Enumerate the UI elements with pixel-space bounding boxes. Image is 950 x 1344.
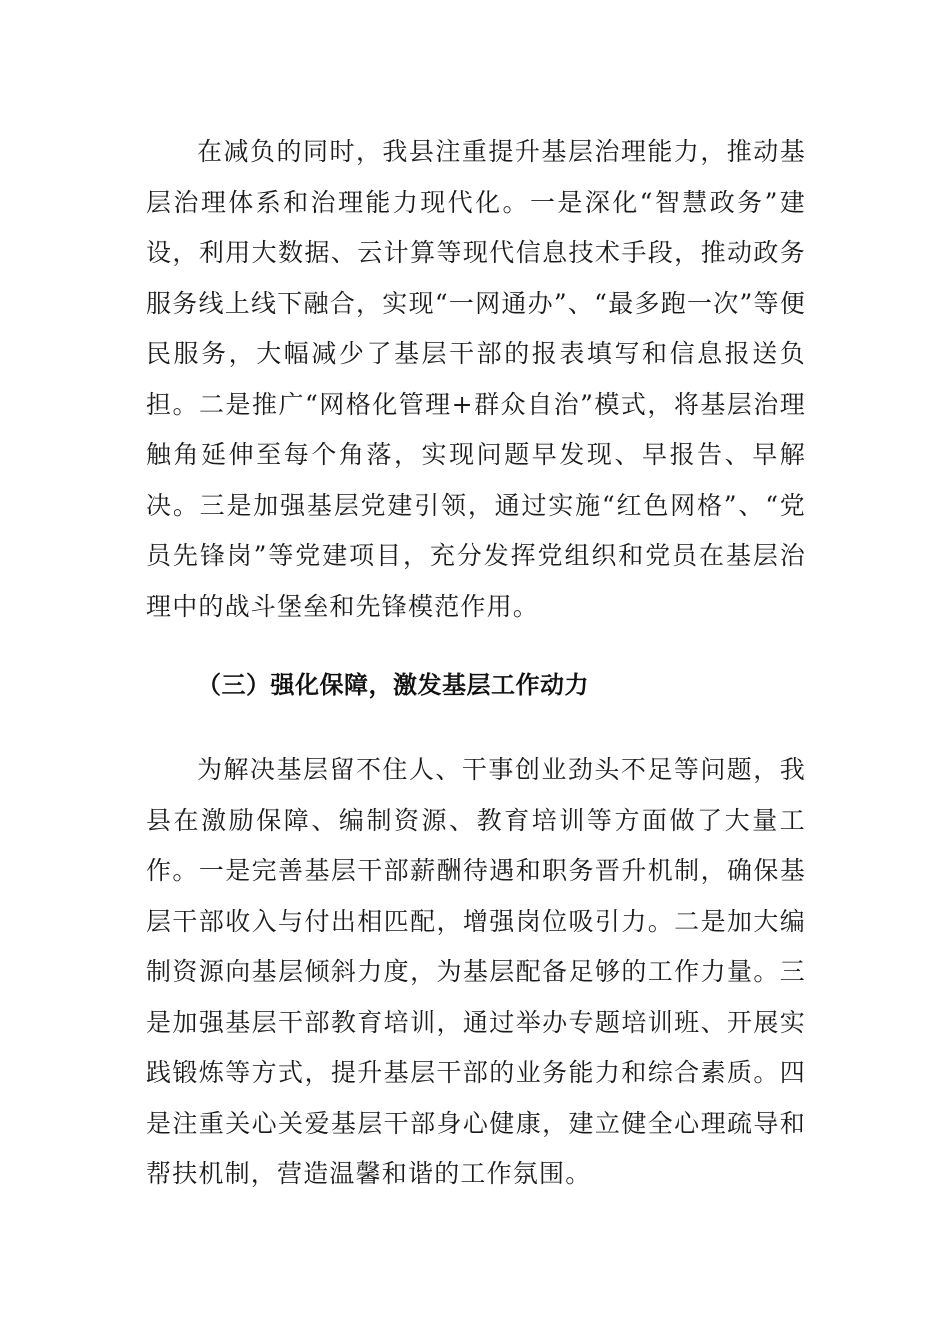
paragraph-support-measures: 为解决基层留不住人、干事创业劲头不足等问题，我县在激励保障、编制资源、教育培训等方面做了大量工作。一是完善基层干部薪酬待遇和职务晋升机制，确保基层干部收入与付出相匹配，增强岗位吸引力。二是加大编制资源向基层倾斜力度，为基层配备足够的工作力量。三是加强基层干部教育培训，通过举办专题培训班、开展实践锻炼等方式，提升基层干部的业务能力和综合素质。四是注重关心关爱基层干部身心健康，建立健全心理疏导和帮扶机制，营造温馨和谐的工作氛围。	[146, 755, 806, 1188]
paragraph-governance-capacity: 在减负的同时，我县注重提升基层治理能力，推动基层治理体系和治理能力现代化。一是深化“智慧政务”建设，利用大数据、云计算等现代信息技术手段，推动政务服务线上线下融合，实现“一网通办”、“最多跑一次”等便民服务，大幅减少了基层干部的报表填写和信息报送负担。二是推广“网格化管理+群众自治”模式，将基层治理触角延伸至每个角落，实现问题早发现、早报告、早解决。三是加强基层党建引领，通过实施“红色网格”、“党员先锋岗”等党建项目，充分发挥党组织和党员在基层治理中的战斗堡垒和先锋模范作用。	[146, 137, 806, 621]
section-heading: （三）强化保障，激发基层工作动力	[197, 671, 589, 699]
